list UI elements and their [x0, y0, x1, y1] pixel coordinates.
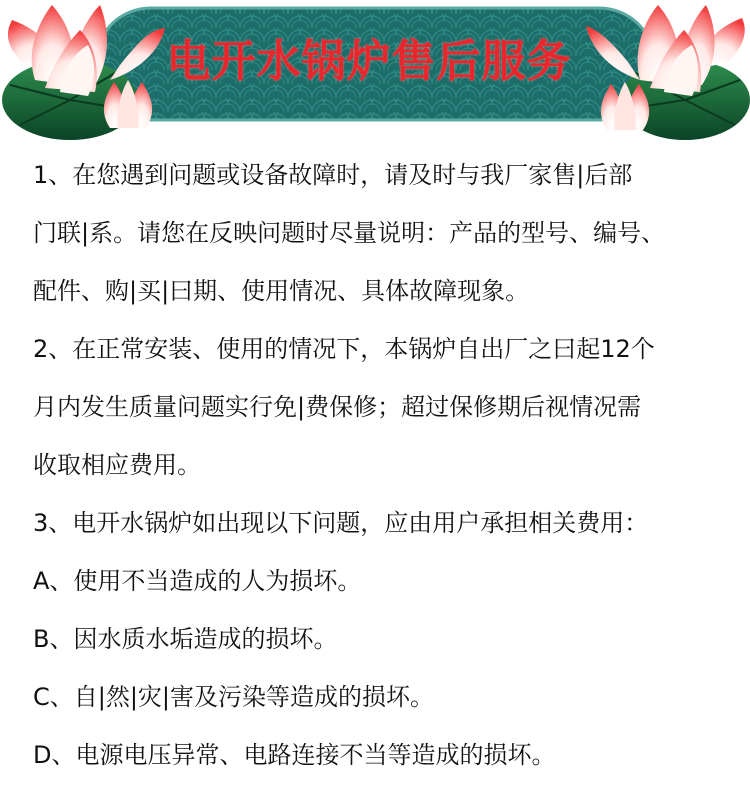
text-line: 配件、购|买|曰期、使用情况、具体故障现象。: [33, 277, 530, 305]
text-line: 门联|系。请您在反映问题时尽量说明：产品的型号、编号、: [33, 219, 666, 247]
text-line: 1、在您遇到问题或设备故障时，请及时与我厂家售|后部: [33, 161, 633, 189]
text-line: 收取相应费用。: [33, 451, 201, 479]
text-line: C、自|然|灾|害及污染等造成的损坏。: [33, 683, 435, 711]
text-line: A、使用不当造成的人为损坏。: [33, 567, 362, 595]
text-line: 月内发生质量问题实行免|费保修；超过保修期后视情况需: [33, 393, 642, 421]
text-line: 2、在正常安装、使用的情况下，本锅炉自出厂之曰起12个: [33, 335, 655, 363]
service-terms: [33, 160, 733, 798]
text-line: D、电源电压异常、电路连接不当等造成的损坏。: [33, 741, 556, 769]
header-banner: [0, 0, 750, 150]
page-title: 电开水锅炉售后服务: [166, 36, 572, 87]
text-line: B、因水质水垢造成的损坏。: [33, 625, 338, 653]
text-line: 3、电开水锅炉如出现以下问题，应由用户承担相关费用：: [33, 509, 649, 537]
